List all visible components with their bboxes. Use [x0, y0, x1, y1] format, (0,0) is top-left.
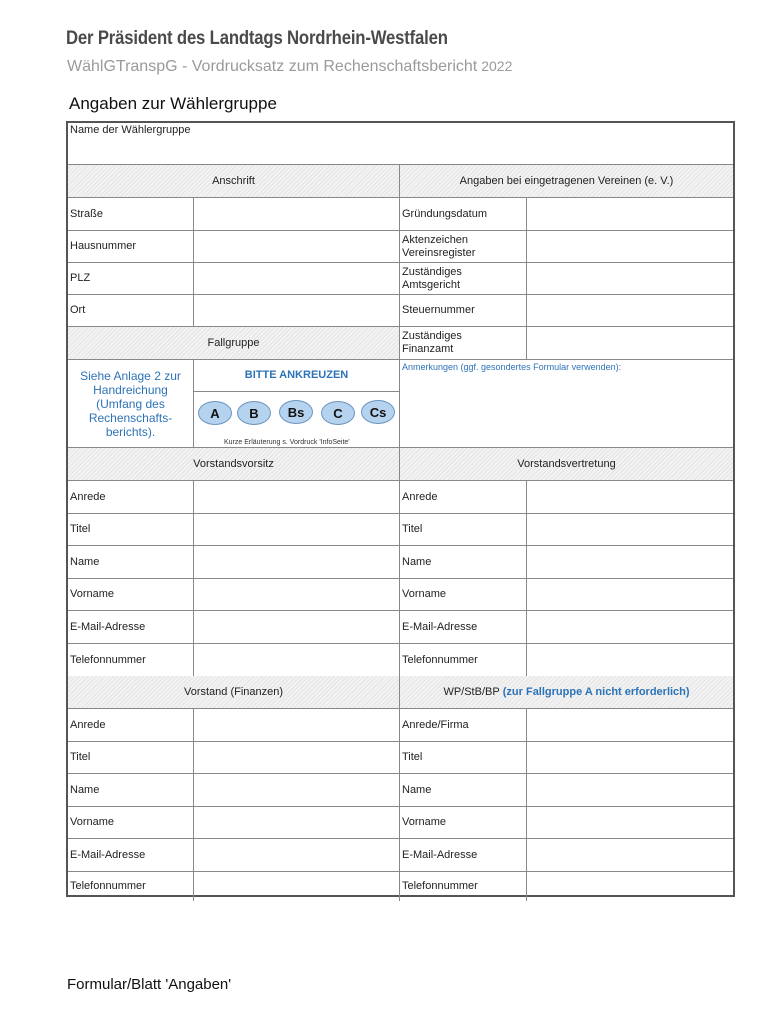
finanzen-label: Vorname	[68, 807, 194, 839]
vertretung-input[interactable]	[527, 579, 733, 611]
document-title: Der Präsident des Landtags Nordrhein-Westfalen	[66, 28, 448, 49]
steuernummer-input[interactable]	[527, 295, 733, 327]
finanzamt-input[interactable]	[527, 327, 733, 360]
fallgruppe-note-text: Siehe Anlage 2 zur Handreichung (Umfang des Rechenschafts-berichts).	[80, 368, 181, 439]
aktenzeichen-text: Aktenzeichen Vereinsregister	[402, 233, 476, 259]
vorsitz-label: Anrede	[68, 481, 194, 514]
form-grid	[66, 121, 735, 897]
plz-input[interactable]	[194, 263, 400, 295]
fallgruppe-header: Fallgruppe	[68, 327, 400, 360]
finanzen-input[interactable]	[194, 872, 400, 901]
vorsitz-input[interactable]	[194, 546, 400, 579]
hausnummer-input[interactable]	[194, 231, 400, 263]
strasse-input[interactable]	[194, 198, 400, 231]
finanzen-header: Vorstand (Finanzen)	[68, 676, 400, 709]
strasse-label: Straße	[68, 198, 194, 231]
ort-input[interactable]	[194, 295, 400, 327]
steuernummer-label: Steuernummer	[400, 295, 527, 327]
aktenzeichen-input[interactable]	[527, 231, 733, 263]
vertretung-label: E-Mail-Adresse	[400, 611, 527, 644]
finanzen-input[interactable]	[194, 742, 400, 774]
gruendungsdatum-label: Gründungsdatum	[400, 198, 527, 231]
amtsgericht-input[interactable]	[527, 263, 733, 295]
subtitle-text: WählGTranspG - Vordrucksatz zum Rechenschaftsbericht	[67, 58, 478, 75]
wp-header	[400, 676, 733, 709]
vorsitz-input[interactable]	[194, 611, 400, 644]
finanzen-input[interactable]	[194, 839, 400, 872]
wp-label: E-Mail-Adresse	[400, 839, 527, 872]
wp-label: Anrede/Firma	[400, 709, 527, 742]
anschrift-header: Anschrift	[68, 165, 400, 198]
wp-input[interactable]	[527, 807, 733, 839]
fallgruppe-note	[68, 360, 194, 448]
option-bs[interactable]: Bs	[279, 400, 313, 424]
vertretung-label: Telefonnummer	[400, 644, 527, 676]
finanzen-input[interactable]	[194, 807, 400, 839]
vertretung-input[interactable]	[527, 644, 733, 676]
vertretung-header: Vorstandsvertretung	[400, 448, 733, 481]
vertretung-label: Titel	[400, 514, 527, 546]
vertretung-input[interactable]	[527, 611, 733, 644]
wp-label: Vorname	[400, 807, 527, 839]
option-b[interactable]: B	[237, 401, 271, 425]
vertretung-input[interactable]	[527, 514, 733, 546]
anmerkungen-field[interactable]	[400, 360, 733, 448]
vorsitz-input[interactable]	[194, 579, 400, 611]
vertretung-label: Vorname	[400, 579, 527, 611]
wp-input[interactable]	[527, 742, 733, 774]
vorsitz-input[interactable]	[194, 514, 400, 546]
vorsitz-label: Telefonnummer	[68, 644, 194, 676]
vorsitz-input[interactable]	[194, 644, 400, 676]
footer-label: Formular/Blatt 'Angaben'	[67, 976, 232, 993]
wp-label: Titel	[400, 742, 527, 774]
wp-label: Telefonnummer	[400, 872, 527, 901]
ankreuzen-instruction: BITTE ANKREUZEN	[194, 360, 400, 392]
plz-label: PLZ	[68, 263, 194, 295]
option-a[interactable]: A	[198, 401, 232, 425]
finanzen-label: E-Mail-Adresse	[68, 839, 194, 872]
section-title: Angaben zur Wählergruppe	[69, 94, 277, 113]
vorsitz-label: E-Mail-Adresse	[68, 611, 194, 644]
vertretung-label: Anrede	[400, 481, 527, 514]
gruendungsdatum-input[interactable]	[527, 198, 733, 231]
finanzen-label: Name	[68, 774, 194, 807]
fallgruppe-options	[194, 392, 400, 448]
report-year: 2022	[481, 58, 513, 74]
aktenzeichen-label	[400, 231, 527, 263]
ort-label: Ort	[68, 295, 194, 327]
hausnummer-label: Hausnummer	[68, 231, 194, 263]
amtsgericht-label	[400, 263, 527, 295]
vorsitz-input[interactable]	[194, 481, 400, 514]
fallgruppe-hint: Kurze Erläuterung s. Vordruck 'InfoSeite'	[224, 439, 350, 446]
finanzen-input[interactable]	[194, 774, 400, 807]
name-field[interactable]	[68, 123, 733, 165]
wp-input[interactable]	[527, 872, 733, 901]
option-c[interactable]: C	[321, 401, 355, 425]
option-cs[interactable]: Cs	[361, 400, 395, 424]
wp-label: Name	[400, 774, 527, 807]
vorsitz-label: Vorname	[68, 579, 194, 611]
name-label: Name der Wählergruppe	[70, 124, 191, 136]
anmerkungen-label: Anmerkungen (ggf. gesondertes Formular verwenden):	[402, 362, 622, 372]
wp-input[interactable]	[527, 774, 733, 807]
vertretung-label: Name	[400, 546, 527, 579]
wp-header-text: WP/StB/BP	[443, 685, 500, 698]
finanzamt-label	[400, 327, 527, 360]
finanzen-label: Telefonnummer	[68, 872, 194, 901]
verein-header: Angaben bei eingetragenen Vereinen (e. V.)	[400, 165, 733, 198]
vorsitz-label: Name	[68, 546, 194, 579]
vorsitz-header: Vorstandsvorsitz	[68, 448, 400, 481]
wp-input[interactable]	[527, 709, 733, 742]
vertretung-input[interactable]	[527, 546, 733, 579]
vertretung-input[interactable]	[527, 481, 733, 514]
finanzen-label: Anrede	[68, 709, 194, 742]
amtsgericht-text: Zuständiges Amtsgericht	[402, 265, 462, 291]
finanzen-input[interactable]	[194, 709, 400, 742]
finanzamt-text: Zuständiges Finanzamt	[402, 330, 462, 355]
finanzen-label: Titel	[68, 742, 194, 774]
wp-input[interactable]	[527, 839, 733, 872]
vorsitz-label: Titel	[68, 514, 194, 546]
wp-header-note: (zur Fallgruppe A nicht erforderlich)	[502, 685, 690, 698]
document-subtitle	[67, 58, 512, 76]
